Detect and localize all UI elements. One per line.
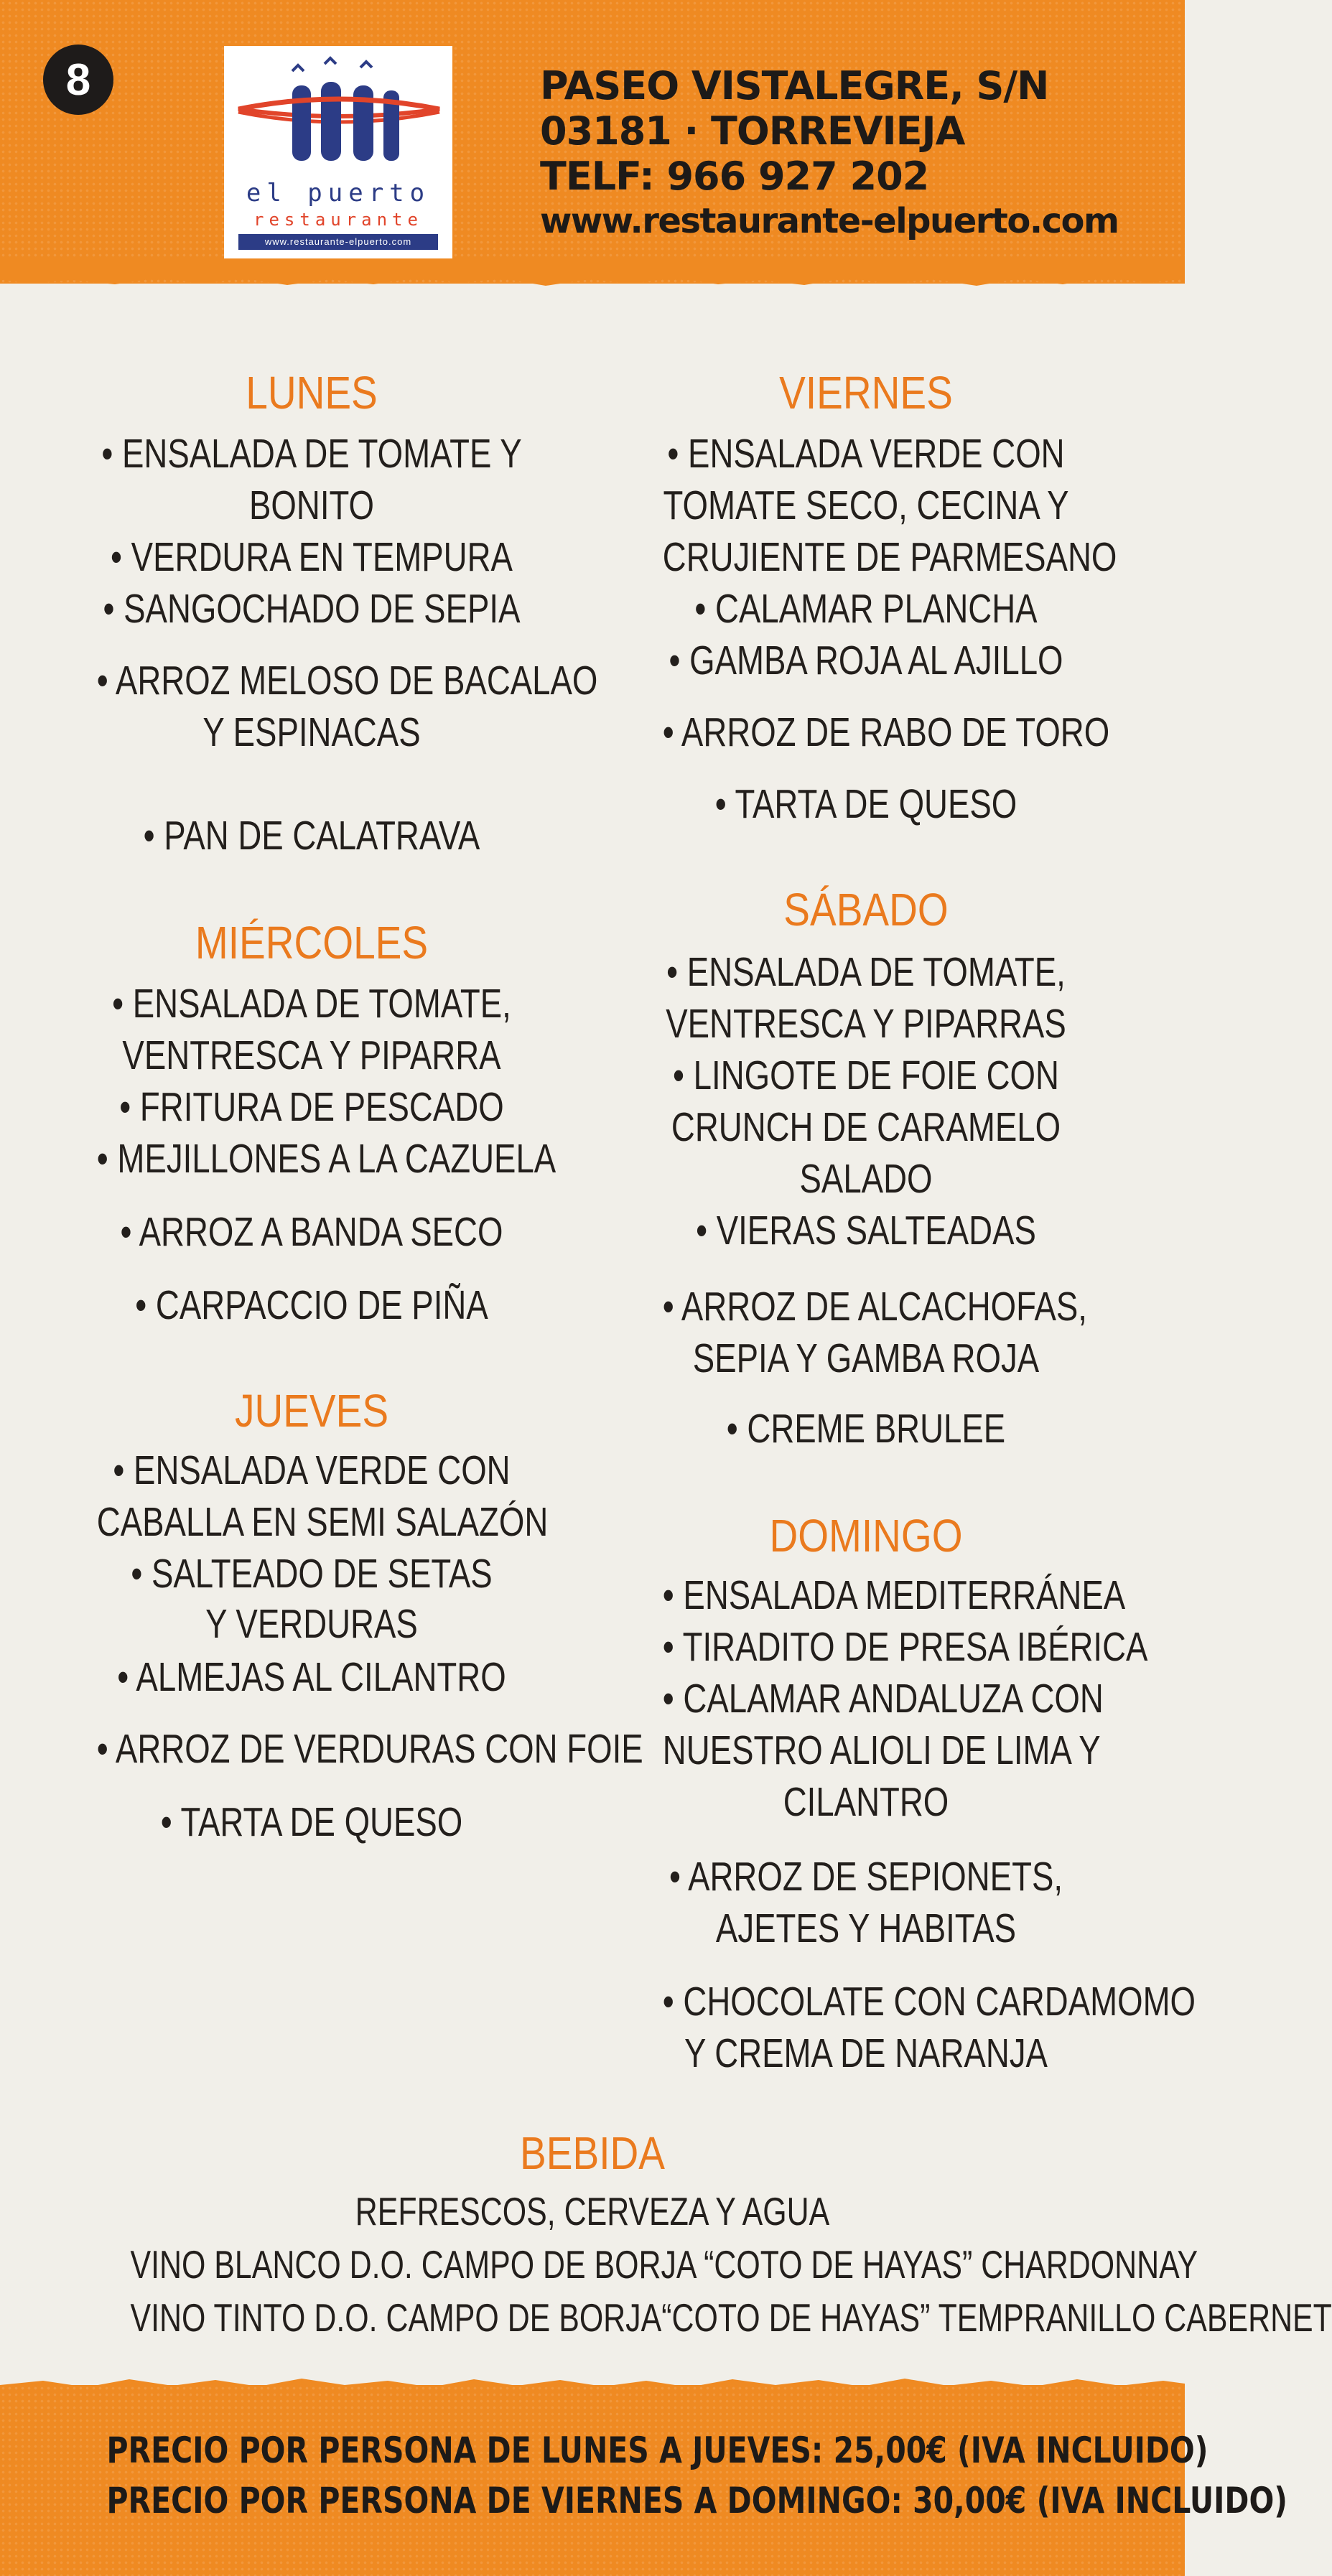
menu-column-left — [43, 0, 643, 1938]
day-title-viernes: VIERNES — [779, 367, 953, 419]
dish-line: • CARPACCIO DE PIÑA — [135, 1282, 488, 1328]
day-title-miercoles: MIÉRCOLES — [195, 917, 429, 969]
dish-line: • ENSALADA VERDE CON — [667, 431, 1065, 477]
dish-line: • VERDURA EN TEMPURA — [111, 534, 513, 580]
day-title-lunes: LUNES — [246, 367, 378, 419]
phone-number: TELF: 966 927 202 — [540, 154, 929, 199]
dish-line: AJETES Y HABITAS — [715, 1905, 1017, 1951]
dish-line: • ENSALADA DE TOMATE, — [112, 981, 511, 1027]
dish-line: • ARROZ DE SEPIONETS, — [669, 1854, 1063, 1900]
dish-line: • PAN DE CALATRAVA — [143, 813, 480, 859]
dish-line: • ARROZ DE VERDURAS CON FOIE — [96, 1726, 643, 1772]
dish-line: • TIRADITO DE PRESA IBÉRICA — [662, 1624, 1148, 1670]
dish-line: • FRITURA DE PESCADO — [119, 1084, 504, 1130]
dish-line: • ENSALADA VERDE CON — [113, 1447, 511, 1493]
dish-line: Y ESPINACAS — [202, 709, 421, 755]
dish-line: NUESTRO ALIOLI DE LIMA Y — [662, 1727, 1101, 1773]
dish-line: • CHOCOLATE CON CARDAMOMO — [662, 1979, 1196, 2025]
dish-line: BONITO — [249, 482, 374, 528]
address-line-2: 03181 · TORREVIEJA — [540, 108, 965, 154]
dish-line: • CALAMAR ANDALUZA CON — [662, 1676, 1104, 1722]
drink-line: VINO TINTO D.O. CAMPO DE BORJA“COTO DE HAYAS” TEMPRANILLO CABERNET — [130, 2295, 1332, 2340]
dish-line: • ENSALADA MEDITERRÁNEA — [662, 1572, 1126, 1618]
dish-line: • TARTA DE QUESO — [160, 1799, 463, 1845]
dish-line: VENTRESCA Y PIPARRA — [122, 1032, 501, 1078]
dish-line: CRUNCH DE CARAMELO — [671, 1104, 1061, 1150]
dish-line: • ENSALADA DE TOMATE Y — [101, 431, 522, 477]
dish-line: • TARTA DE QUESO — [714, 781, 1017, 827]
dish-line: • GAMBA ROJA AL AJILLO — [669, 638, 1063, 683]
dish-line: TOMATE SECO, CECINA Y — [663, 482, 1069, 528]
dish-line: • ARROZ DE ALCACHOFAS, — [662, 1284, 1087, 1330]
dish-line: CABALLA EN SEMI SALAZÓN — [96, 1499, 549, 1545]
dish-line: • SALTEADO DE SETAS — [131, 1551, 493, 1597]
price-footer — [0, 2385, 1288, 2576]
dish-line: • VIERAS SALTEADAS — [696, 1208, 1036, 1254]
day-title-domingo: DOMINGO — [769, 1510, 963, 1562]
price-weekend: PRECIO POR PERSONA DE VIERNES A DOMINGO: 30,00€ (IVA INCLUIDO) — [106, 2480, 1288, 2521]
day-title-sabado: SÁBADO — [783, 884, 949, 935]
dish-line: CILANTRO — [783, 1779, 949, 1825]
dish-line: • LINGOTE DE FOIE CON — [673, 1053, 1059, 1098]
page-number-badge: 8 — [43, 45, 113, 115]
dish-line: • ARROZ A BANDA SECO — [120, 1209, 503, 1255]
day-title-jueves: JUEVES — [234, 1385, 389, 1437]
dish-line: • SANGOCHADO DE SEPIA — [103, 586, 521, 632]
logo-subtitle: restaurante — [253, 210, 423, 230]
price-weekday: PRECIO POR PERSONA DE LUNES A JUEVES: 25,00€ (IVA INCLUIDO) — [106, 2430, 1208, 2471]
menu-column-right — [612, 0, 1196, 2082]
dish-line: • ENSALADA DE TOMATE, — [666, 949, 1066, 995]
dish-line: Y CREMA DE NARANJA — [684, 2030, 1048, 2076]
dish-line: • ARROZ DE RABO DE TORO — [662, 709, 1110, 755]
address-line-1: PASEO VISTALEGRE, S/N — [540, 63, 1049, 108]
dish-line: • ALMEJAS AL CILANTRO — [117, 1654, 506, 1700]
dish-line: • ARROZ MELOSO DE BACALAO — [96, 658, 598, 704]
dish-line: • CREME BRULEE — [726, 1406, 1006, 1452]
website-link[interactable]: www.restaurante-elpuerto.com — [540, 201, 1119, 241]
dish-line: SALADO — [799, 1156, 933, 1202]
drink-line: REFRESCOS, CERVEZA Y AGUA — [355, 2189, 830, 2234]
dish-line: Y VERDURAS — [205, 1601, 418, 1647]
dish-line: SEPIA Y GAMBA ROJA — [692, 1335, 1040, 1381]
section-title-bebida: BEBIDA — [520, 2127, 665, 2179]
dish-line: • MEJILLONES A LA CAZUELA — [96, 1136, 556, 1182]
dish-line: CRUJIENTE DE PARMESANO — [662, 534, 1117, 580]
dish-line: • CALAMAR PLANCHA — [694, 586, 1038, 632]
drink-line: VINO BLANCO D.O. CAMPO DE BORJA “COTO DE HAYAS” CHARDONNAY — [130, 2242, 1198, 2287]
logo-url: www.restaurante-elpuerto.com — [238, 234, 438, 250]
logo-name: el puerto — [246, 179, 431, 207]
dish-line: VENTRESCA Y PIPARRAS — [666, 1001, 1066, 1047]
